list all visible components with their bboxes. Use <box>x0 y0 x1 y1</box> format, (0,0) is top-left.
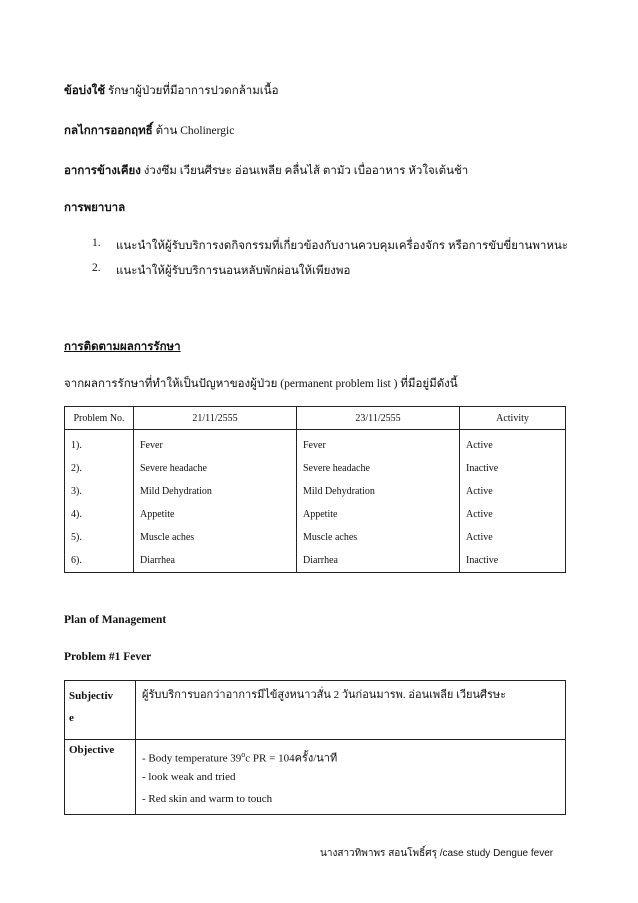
nursing-heading: การพยาบาล <box>64 202 126 214</box>
objective-row <box>65 740 566 815</box>
table-cell: Inactive <box>460 549 566 573</box>
table-cell: Active <box>460 526 566 549</box>
table-row <box>65 480 566 503</box>
table-row <box>65 503 566 526</box>
table-cell: 5). <box>65 526 134 549</box>
table-cell: Active <box>460 503 566 526</box>
mechanism-label: กลไกการออกฤทธิ์ <box>64 125 153 137</box>
side-effects-line <box>64 162 468 180</box>
column-header: 23/11/2555 <box>297 407 460 430</box>
nursing-item-text: แนะนำให้ผู้รับบริการนอนหลับพักผ่อนให้เพียงพอ <box>116 265 351 277</box>
objective-line-vitals <box>142 744 559 766</box>
table-cell: Severe headache <box>297 457 460 480</box>
table-header-row <box>65 407 566 430</box>
objective-line-skin: - Red skin and warm to touch <box>142 793 273 805</box>
problem-title: Problem #1 Fever <box>64 651 152 663</box>
body-temperature-text: - Body temperature 39 <box>142 752 242 765</box>
table-row <box>65 457 566 480</box>
indication-label: ข้อบ่งใช้ <box>64 85 106 97</box>
table-cell: 2). <box>65 457 134 480</box>
table-cell: Mild Dehydration <box>134 480 297 503</box>
column-header: 21/11/2555 <box>134 407 297 430</box>
table-row <box>65 430 566 458</box>
table-cell: 6). <box>65 549 134 573</box>
objective-text <box>136 740 566 815</box>
column-header: Problem No. <box>65 407 134 430</box>
subjective-label-line-2: e <box>69 712 74 724</box>
plan-heading: Plan of Management <box>64 614 167 626</box>
table-row <box>65 526 566 549</box>
degree-symbol: o <box>241 750 246 759</box>
objective-line-appearance: - look weak and tried <box>142 771 236 783</box>
table-cell: Muscle aches <box>134 526 297 549</box>
nursing-item-number: 1. <box>92 237 101 249</box>
nursing-item-text: แนะนำให้ผู้รับบริการงดกิจกรรมที่เกี่ยวข้องกับงานควบคุมเครื่องจักร หรือการขับขี่ยานพาหนะ <box>116 240 568 252</box>
mechanism-line <box>64 122 234 140</box>
table-cell: Active <box>460 430 566 458</box>
indication-text: รักษาผู้ป่วยที่มีอาการปวดกล้ามเนื้อ <box>105 85 279 97</box>
table-cell: Severe headache <box>134 457 297 480</box>
table-cell: Inactive <box>460 457 566 480</box>
table-cell: Active <box>460 480 566 503</box>
subjective-text: ผู้รับบริการบอกว่าอาการมีไข้สูงหนาวสั่น 2 วันก่อนมารพ. อ่อนเพลีย เวียนศีรษะ <box>136 681 566 740</box>
mechanism-text: ต้าน Cholinergic <box>152 125 235 137</box>
column-header: Activity <box>460 407 566 430</box>
page-footer: นางสาวทิพาพร สอนโพธิ์ศรุ /case study Dengue fever <box>320 848 554 859</box>
table-row <box>65 549 566 573</box>
table-cell: Diarrhea <box>134 549 297 573</box>
table-cell: 3). <box>65 480 134 503</box>
nursing-item-number: 2. <box>92 262 101 274</box>
table-cell: Appetite <box>134 503 297 526</box>
side-effects-label: อาการข้างเคียง <box>64 165 141 177</box>
side-effects-text: ง่วงซึม เวียนศีรษะ อ่อนเพลีย คลื่นไส้ ตามัว เบื่ออาหาร หัวใจเต้นช้า <box>140 165 469 177</box>
soap-table <box>64 680 566 815</box>
pulse-rate-text: c PR = 104ครั้ง/นาที <box>245 752 338 765</box>
followup-heading: การติดตามผลการรักษา <box>64 341 181 353</box>
subjective-label-line-1: Subjectiv <box>69 690 113 702</box>
table-cell: Fever <box>297 430 460 458</box>
table-cell: Appetite <box>297 503 460 526</box>
subjective-row <box>65 681 566 740</box>
subjective-label <box>65 681 136 740</box>
table-cell: Diarrhea <box>297 549 460 573</box>
objective-label: Objective <box>65 740 136 815</box>
indication-line <box>64 82 279 100</box>
followup-intro: จากผลการรักษาที่ทำให้เป็นปัญหาของผู้ป่วย (permanent problem list ) ที่มีอยู่มีดังนี้ <box>64 378 458 390</box>
table-cell: Mild Dehydration <box>297 480 460 503</box>
problem-list-table <box>64 406 566 573</box>
table-cell: 1). <box>65 430 134 458</box>
table-cell: Muscle aches <box>297 526 460 549</box>
table-cell: Fever <box>134 430 297 458</box>
table-cell: 4). <box>65 503 134 526</box>
